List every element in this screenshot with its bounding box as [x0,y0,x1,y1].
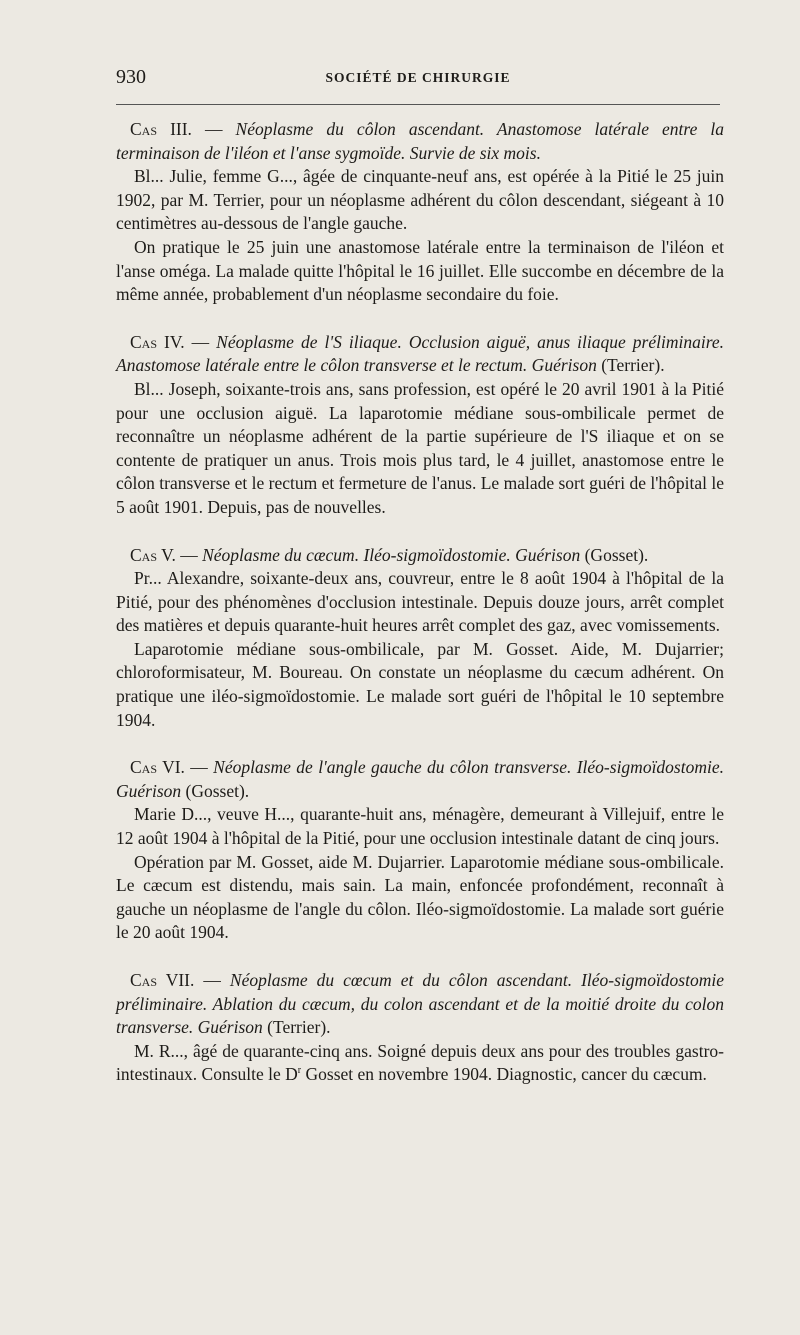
paragraph: Marie D..., veuve H..., quarante-huit ans, ménagère, demeurant à Villejuif, entre le 12 août 1904 à l'hôpital de la Pitié, pour une occlusion intestinale datant de cinq jours. [116,804,724,849]
case-label: Cas VII. [130,970,195,990]
dash: — [175,544,203,565]
case-6 [116,756,724,945]
paragraph: Bl... Joseph, soixante-trois ans, sans profession, est opéré le 20 avril 1901 à la Pitié pour une occlusion aiguë. La laparotomie médiane sous-ombilicale permet de reconnaître un néoplasme adhérent de la partie supérieure de l'S iliaque et on se contente de pratiquer un anus. Trois mois plus tard, le 4 juillet, anastomose entre le côlon transverse et le rectum et fermeture de l'anus. Le malade sort guéri de l'hôpital le 5 août 1901. Depuis, pas de nouvelles. [116,378,724,517]
case-label: Cas IV. [130,331,185,352]
dash: — [194,970,230,990]
case-author: (Terrier). [262,1017,331,1038]
page-number: 930 [116,66,146,88]
case-title: Néoplasme du cœcum et du côlon ascendant. Iléo-sigmoïdostomie préliminaire. Ablation du cæcum, du colon ascendant et de la moitié droite du colon transverse. Guérison [116,970,725,1038]
case-heading [116,118,724,165]
case-heading [116,544,724,568]
running-title: SOCIÉTÉ DE CHIRURGIE [325,70,511,85]
header-rule [116,104,720,105]
paragraph: Pr... Alexandre, soixante-deux ans, couvreur, entre le 8 août 1904 à l'hôpital de la Pitié, pour des phénomènes d'occlusion intestinale. Depuis douze jours, arrêt complet des matières et depuis quarante-huit heures arrêt complet des gaz, avec vomissements. [116,568,724,636]
paragraph-text: M. R..., âgé de quarante-cinq ans. Soigné depuis deux ans pour des troubles gastro-intestinaux. Consulte le D [116,1040,724,1085]
case-heading [116,756,724,803]
paragraph-text: Gosset en novembre 1904. Diagnostic, cancer du cæcum. [301,1064,707,1085]
case-label: Cas III. [130,119,192,139]
case-title: Néoplasme de l'S iliaque. Occlusion aiguë, anus iliaque préliminaire. Anastomose latérale entre le côlon transverse et le rectum. Guérison [116,331,724,376]
paragraph: Laparotomie médiane sous-ombilicale, par M. Gosset. Aide, M. Dujarrier; chloroformisateur, M. Boureau. On constate un néoplasme du cæcum adhérent. On pratique une iléo-sigmoïdostomie. Le malade sort guéri de l'hôpital le 10 septembre 1904. [116,638,724,730]
paragraph: Bl... Julie, femme G..., âgée de cinquante-neuf ans, est opérée à la Pitié le 25 juin 1902, par M. Terrier, pour un néoplasme adhérent du côlon descendant, siégeant à 10 centimètres au-dessous de l'angle gauche. [116,166,724,234]
case-author: (Gosset). [580,544,649,565]
body-text [116,118,724,1111]
dash: — [184,331,217,352]
case-title: Néoplasme de l'angle gauche du côlon transverse. Iléo-sigmoïdostomie. Guérison [116,757,724,801]
paragraph: On pratique le 25 juin une anastomose latérale entre la terminaison de l'iléon et l'anse oméga. La malade quitte l'hôpital le 16 juillet. Elle succombe en décembre de la même année, probablement d'un néoplasme secondaire du foie. [116,236,724,305]
case-label: Cas V. [130,544,176,565]
case-3 [116,118,724,307]
dash: — [191,119,236,139]
superscript: r [297,1065,302,1077]
case-title: Néoplasme du cæcum. Iléo-sigmoïdostomie. Guérison [202,544,581,565]
case-5 [116,544,724,733]
case-title: Néoplasme du côlon ascendant. Anastomose latérale entre la terminaison de l'iléon et l'anse sygmoïde. Survie de six mois. [116,119,725,163]
paragraph: Opération par M. Gosset, aide M. Dujarrier. Laparotomie médiane sous-ombilicale. Le cæcum est distendu, mais sain. La main, enfoncée profondément, reconnaît à gauche un néoplasme de l'angle du côlon. Iléo-sigmoïdostomie. La malade sort guérie le 20 août 1904. [116,851,724,943]
case-heading [116,969,724,1040]
case-7 [116,969,724,1087]
case-author: (Terrier). [596,355,665,376]
dash: — [184,757,214,778]
case-label: Cas VI. [130,757,185,778]
paragraph [116,1040,724,1087]
case-4 [116,331,724,520]
case-heading [116,331,724,378]
page-header [116,66,720,96]
case-author: (Gosset). [181,780,250,801]
